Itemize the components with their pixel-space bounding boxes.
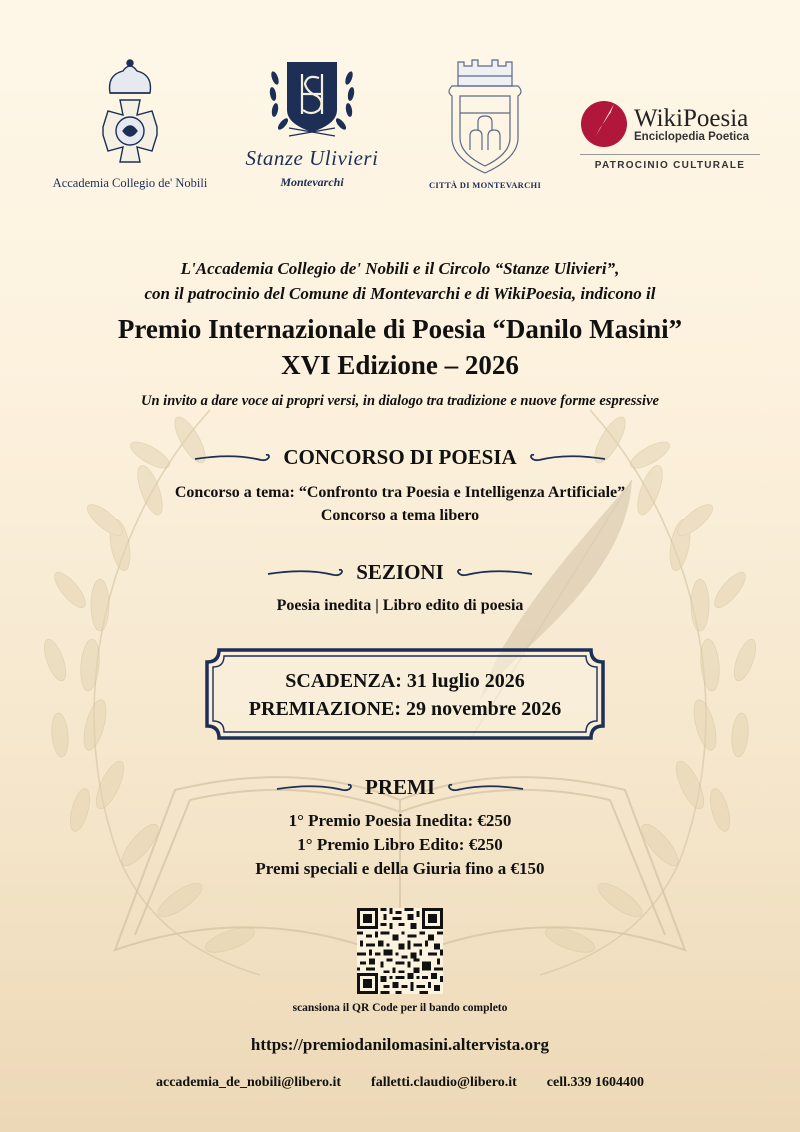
wikipoesia-divider [580,154,760,155]
order-cross-crest-icon [85,55,175,170]
contacts [0,1075,800,1091]
flourish-left-icon [266,566,346,580]
premi-list [0,809,800,881]
premi-speciali: Premi speciali e della Giuria fino a €150 [255,859,545,878]
concorso-heading-label: CONCORSO DI POESIA [283,445,517,469]
wikipoesia-tagline: PATROCINIO CULTURALE [594,160,746,171]
edition-title: XVI Edizione – 2026 [281,350,519,380]
intro-line-2: con il patrocinio del Comune di Montevarchi e di WikiPoesia, indicono il [144,284,656,303]
logo-stanze-ulivieri [232,58,392,190]
flourish-right-icon [445,781,525,795]
monogram-shield-laurel-icon [267,58,357,142]
qr-caption: scansiona il QR Code per il bando completo [292,1002,508,1014]
sezioni-line: Poesia inedita | Libro edito di poesia [276,597,524,614]
dates-box [205,648,605,740]
municipal-coat-of-arms-icon [440,58,530,176]
email-accademia[interactable]: accademia_de_nobili@libero.it [155,1075,342,1090]
scadenza-date: SCADENZA: 31 luglio 2026 [285,670,525,692]
wikipoesia-subtitle: Enciclopedia Poetica [634,130,750,143]
premi-heading [0,775,800,800]
stanze-subtitle: Montevarchi [280,175,344,189]
premio-libro-edito: 1° Premio Libro Edito: €250 [297,835,503,854]
sezioni-heading [0,560,800,585]
flourish-right-icon [527,451,607,465]
dates-text [205,667,605,723]
concorso-line-libero: Concorso a tema libero [320,507,480,524]
stanze-title: Stanze Ulivieri [245,146,379,170]
quill-circle-icon [580,100,628,148]
wikipoesia-title: WikiPoesia [634,104,749,132]
page-title: Premio Internazionale di Poesia “Danilo Masini” [117,314,683,344]
intro-line-1: L'Accademia Collegio de' Nobili e il Circolo “Stanze Ulivieri”, [180,259,620,278]
concorso-heading [0,445,800,470]
logo-wikipoesia [580,100,760,171]
flourish-left-icon [193,451,273,465]
citta-caption: CITTÀ DI MONTEVARCHI [428,180,542,190]
qr-code-icon [357,908,443,994]
premio-poesia-inedita: 1° Premio Poesia Inedita: €250 [288,811,512,830]
flourish-left-icon [275,781,355,795]
phone-number[interactable]: cell.339 1604400 [546,1075,644,1090]
flourish-right-icon [454,566,534,580]
logo-citta-montevarchi [425,58,545,190]
intro-text [0,256,800,306]
sezioni-heading-label: SEZIONI [356,560,444,584]
logo-accademia [45,55,215,191]
accademia-caption: Accademia Collegio de' Nobili [52,176,208,190]
premiazione-date: PREMIAZIONE: 29 novembre 2026 [248,698,562,720]
website-link[interactable]: https://premiodanilomasini.altervista.org [250,1035,550,1054]
concorso-lines [0,481,800,527]
qr-code[interactable] [357,908,443,994]
tagline: Un invito a dare voce ai propri versi, in dialogo tra tradizione e nuove forme espressive [141,393,659,409]
premi-heading-label: PREMI [365,775,435,799]
concorso-line-tema: Concorso a tema: “Confronto tra Poesia e Intelligenza Artificiale” [174,484,626,501]
email-falletti[interactable]: falletti.claudio@libero.it [371,1075,517,1090]
